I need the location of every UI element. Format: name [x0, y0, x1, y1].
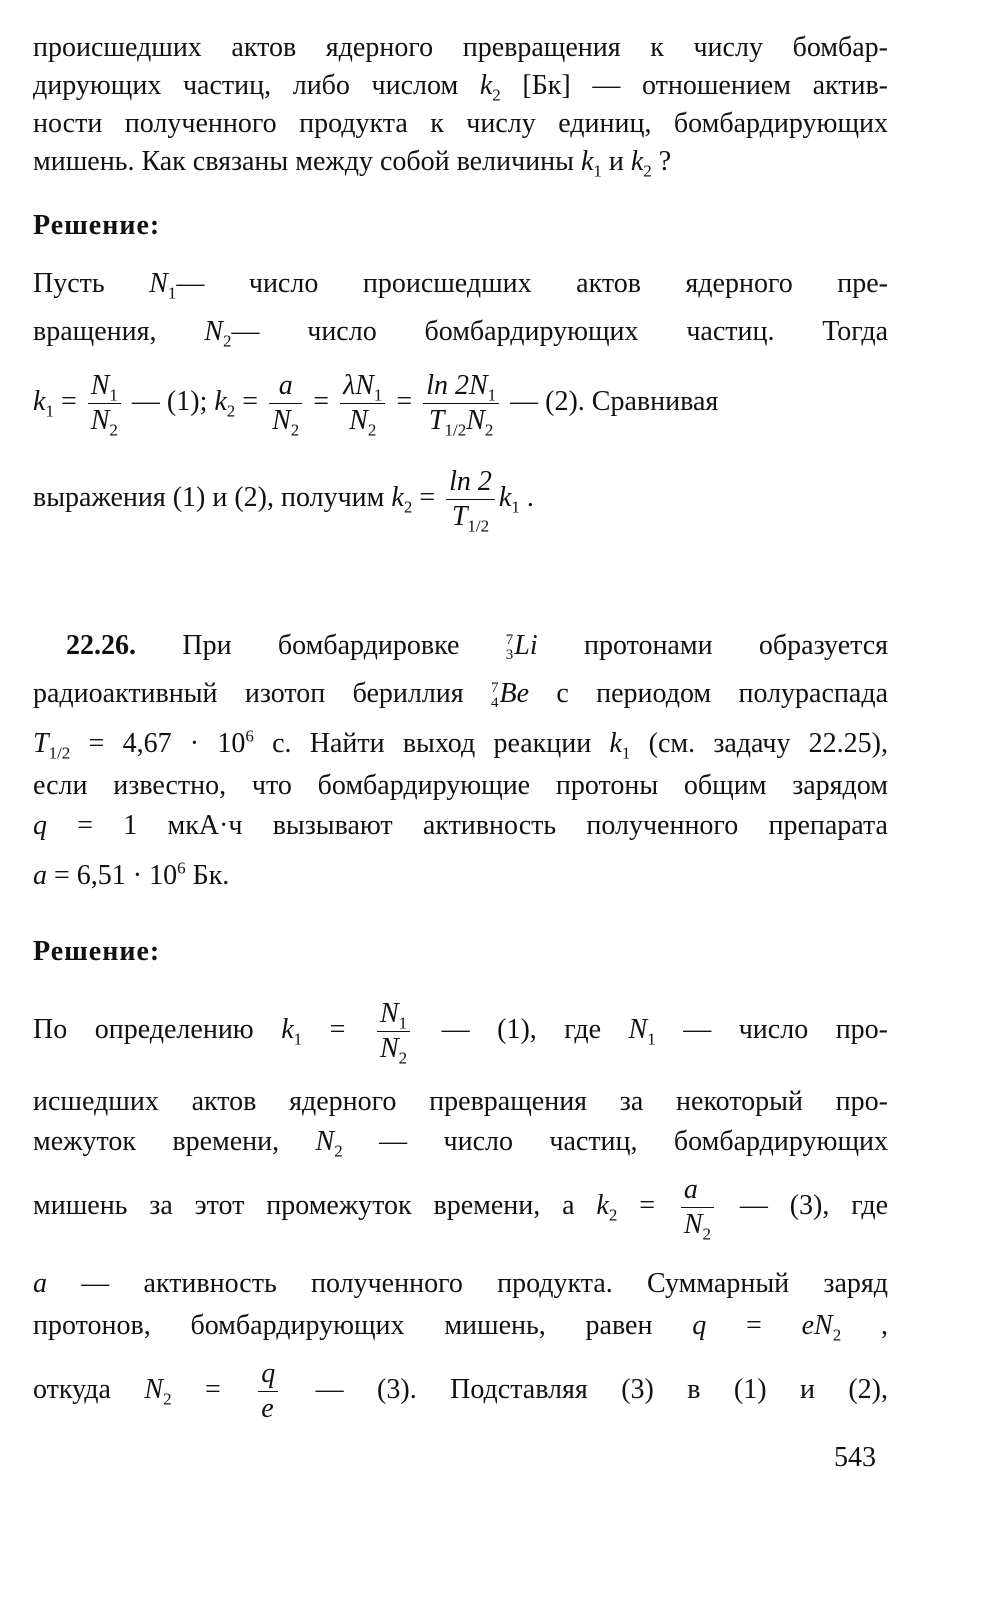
text-line: дирующих частиц, либо числом $k_2$ [Бк] — отношением актив-: [33, 70, 889, 105]
text-line: мишень. Как связаны между собой величины $k_1$ и $k_2$ ?: [33, 146, 672, 181]
fraction: $\frac{\ln 2N_1}{T_{1/2}N_2}$: [423, 369, 499, 438]
text-line: q = 1 мкА·ч вызывают активность полученного препарата: [33, 810, 888, 841]
text-line: вращения, $N_2—$ число бомбардирующих частиц. Тогда: [33, 316, 888, 351]
text-line: 22.26. При бомбардировке 7 3Li протонами образуется: [66, 630, 888, 663]
fraction: $\frac{N_1}{N_2}$: [377, 997, 410, 1066]
text-line: если известно, что бомбардирующие протоны общим зарядом: [33, 770, 888, 801]
equation-line: откуда $N_2$ = $\frac{q}{e}$ — (3). Подставляя (3) в (1) и (2),: [33, 1358, 889, 1425]
text-line: протонов, бомбардирующих мишень, равен $q = eN_2$ ,: [33, 1310, 889, 1345]
isotope-index: 7 3: [505, 631, 514, 663]
text-line: происшедших актов ядерного превращения к числу бомбар-: [33, 32, 888, 63]
equation-line: мишень за этот промежуток времени, а $k_2$ = $\frac{a}{N_2}$ — (3), где: [33, 1174, 888, 1244]
text-line: $T_{1/2} = 4,67 \cdot 10^6$ с. Найти выход реакции $k_1$ (см. задачу 22.25),: [33, 726, 888, 763]
equation-line: По определению $k_1$ = $\frac{N_1}{N_2}$ — (1), где $N_1$ — число про-: [33, 998, 888, 1068]
page-number: 543: [834, 1442, 876, 1473]
equation-line: выражения (1) и (2), получим $k_2$ = $\frac{\ln 2}{T_{1/2}}$ $k_1$ .: [33, 466, 534, 536]
fraction: $\frac{\lambda N_1}{N_2}$: [340, 369, 385, 438]
fraction: $\frac{q}{e}$: [258, 1357, 278, 1426]
fraction: $\frac{a}{N_2}$: [681, 1173, 714, 1242]
isotope-index: 7 4: [491, 679, 499, 711]
text-line: a — активность полученного продукта. Суммарный заряд: [33, 1268, 888, 1299]
equation-line: $k_1$ = $\frac{N_1}{N_2}$ — (1); $k_2$ = $\frac{a}{N_2}$ = $\frac{\lambda N_1}{N_2}$ = $\frac{\ln 2N_1}{T_{1/2}N_2}$ — (2). Сравнивая: [33, 370, 719, 440]
solution-heading: Решение:: [33, 936, 161, 967]
text-line: $a = 6,51 \cdot 10^6$ Бк.: [33, 858, 230, 891]
text-line: межуток времени, $N_2$ — число частиц, бомбардирующих: [33, 1126, 888, 1161]
fraction: $\frac{N_1}{N_2}$: [88, 369, 121, 438]
text-line: Пусть $N_1—$ число происшедших актов ядерного пре-: [33, 268, 888, 303]
fraction: $\frac{\ln 2}{T_{1/2}}$: [446, 465, 495, 534]
problem-number: 22.26.: [66, 630, 136, 661]
text-line: ности полученного продукта к числу единиц, бомбардирующих: [33, 108, 888, 139]
text-line: исшедших актов ядерного превращения за некоторый про-: [33, 1086, 888, 1117]
fraction: $\frac{a}{N_2}$: [269, 369, 302, 438]
text-line: радиоактивный изотоп бериллия 7 4Be с периодом полураспада: [33, 678, 888, 711]
solution-heading: Решение:: [33, 210, 161, 241]
